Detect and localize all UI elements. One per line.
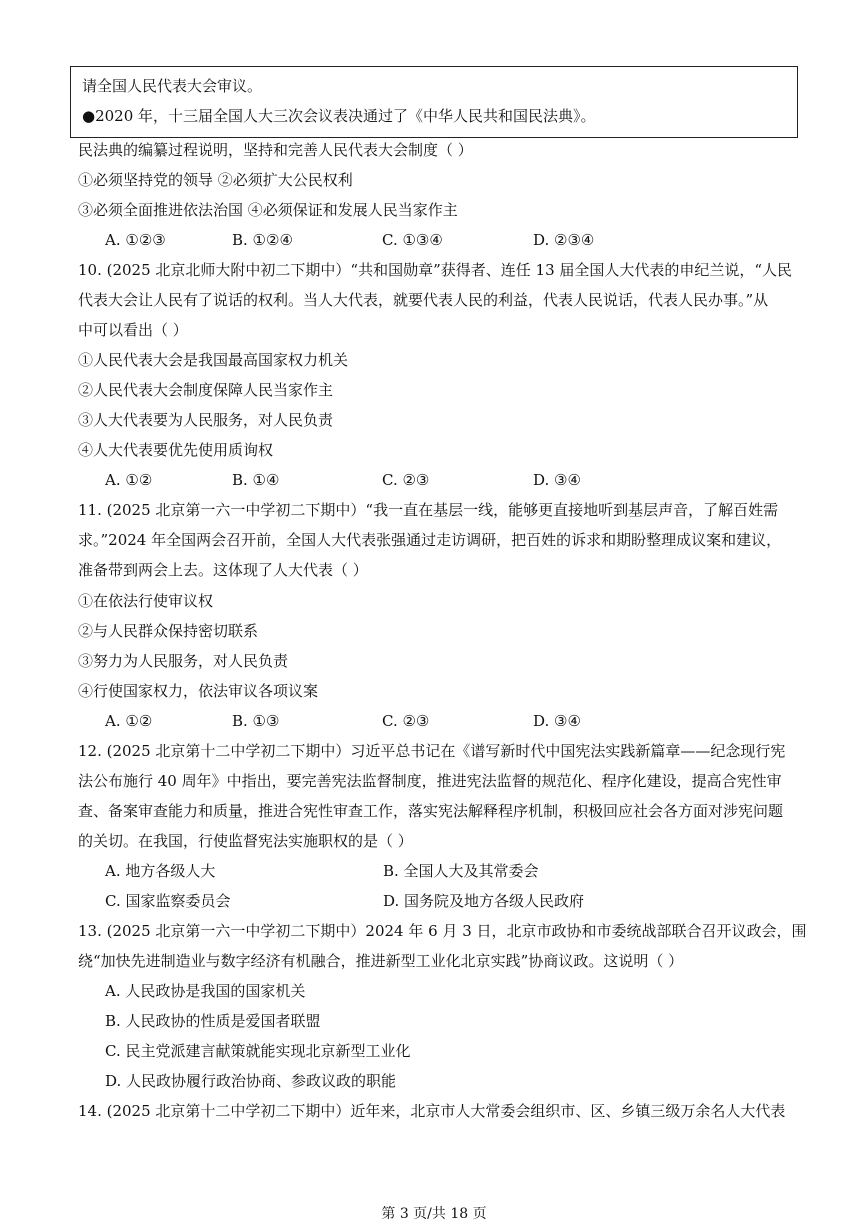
q12-option-d: D. 国务院及地方各级人民政府 xyxy=(383,892,585,910)
q13-option-a: A. 人民政协是我国的国家机关 xyxy=(105,982,306,1000)
material-box xyxy=(70,66,798,138)
q10-option-c: C. ②③ xyxy=(382,471,430,489)
q9-option-b: B. ①②④ xyxy=(232,231,293,249)
q13-option-c: C. 民主党派建言献策就能实现北京新型工业化 xyxy=(105,1042,411,1060)
q11-option-d: D. ③④ xyxy=(533,712,581,730)
q10-item-3: ③人大代表要为人民服务，对人民负责 xyxy=(78,411,334,429)
q11-item-2: ②与人民群众保持密切联系 xyxy=(78,622,259,640)
q10-item-1: ①人民代表大会是我国最高国家权力机关 xyxy=(78,351,349,369)
q11-item-4: ④行使国家权力，依法审议各项议案 xyxy=(78,682,319,700)
q9-item-2: ③必须全面推进依法治国 ④必须保证和发展人民当家作主 xyxy=(78,201,458,219)
q11-option-b: B. ①③ xyxy=(232,712,280,730)
q11-stem-2: 求。”2024 年全国两会召开前，全国人大代表张强通过走访调研，把百姓的诉求和期盼整理成议案和建议， xyxy=(78,531,782,549)
q9-option-c: C. ①③④ xyxy=(382,231,443,249)
q9-option-d: D. ②③④ xyxy=(533,231,595,249)
q11-option-a: A. ①② xyxy=(105,712,153,730)
q9-item-1: ①必须坚持党的领导 ②必须扩大公民权利 xyxy=(78,171,353,189)
q14-stem-1: 14. (2025 北京第十二中学初二下期中）近年来，北京市人大常委会组织市、区、乡镇三级万余名人大代表 xyxy=(78,1102,786,1120)
q13-option-d: D. 人民政协履行政治协商、参政议政的职能 xyxy=(105,1072,397,1090)
q13-option-b: B. 人民政协的性质是爱国者联盟 xyxy=(105,1012,321,1030)
q10-stem-1: 10. (2025 北京北师大附中初二下期中）“共和国勋章”获得者、连任 13 届全国人大代表的申纪兰说，“人民 xyxy=(78,261,793,279)
q11-item-1: ①在依法行使审议权 xyxy=(78,592,214,610)
q10-stem-2: 代表大会让人民有了说话的权利。当人大代表，就要代表人民的利益，代表人民说话，代表人民办事。”从 xyxy=(78,291,769,309)
q12-stem-3: 查、备案审查能力和质量，推进合宪性审查工作，落实宪法解释程序机制，积极回应社会各方面对涉宪问题 xyxy=(78,802,784,820)
q10-stem-3: 中可以看出（ ） xyxy=(78,321,188,339)
q9-stem: 民法典的编纂过程说明，坚持和完善人民代表大会制度（ ） xyxy=(78,141,473,159)
q10-item-2: ②人民代表大会制度保障人民当家作主 xyxy=(78,381,334,399)
q12-stem-4: 的关切。在我国，行使监督宪法实施职权的是（ ） xyxy=(78,832,413,850)
q13-stem-2: 绕“加快先进制造业与数字经济有机融合，推进新型工业化北京实践”协商议政。这说明（ ） xyxy=(78,952,684,970)
q12-option-a: A. 地方各级人大 xyxy=(105,862,216,880)
q12-stem-1: 12. (2025 北京第十二中学初二下期中）习近平总书记在《谱写新时代中国宪法实践新篇章——纪念现行宪 xyxy=(78,742,786,760)
q9-option-a: A. ①②③ xyxy=(105,231,166,249)
q11-option-c: C. ②③ xyxy=(382,712,430,730)
q12-stem-2: 法公布施行 40 周年》中指出，要完善宪法监督制度，推进宪法监督的规范化、程序化建设，提高合宪性审 xyxy=(78,772,782,790)
q10-item-4: ④人大代表要优先使用质询权 xyxy=(78,441,274,459)
material-line-1: 请全国人民代表大会审议。 xyxy=(82,77,263,95)
q11-stem-1: 11. (2025 北京第一六一中学初二下期中）“我一直在基层一线，能够更直接地听到基层声音，了解百姓需 xyxy=(78,501,779,519)
q10-option-a: A. ①② xyxy=(105,471,153,489)
q10-option-d: D. ③④ xyxy=(533,471,581,489)
q12-option-b: B. 全国人大及其常委会 xyxy=(383,862,539,880)
q11-item-3: ③努力为人民服务，对人民负责 xyxy=(78,652,289,670)
q10-option-b: B. ①④ xyxy=(232,471,280,489)
page-number: 第 3 页/共 18 页 xyxy=(381,1206,487,1222)
material-line-2: ●2020 年，十三届全国人大三次会议表决通过了《中华人民共和国民法典》。 xyxy=(82,107,596,125)
q12-option-c: C. 国家监察委员会 xyxy=(105,892,231,910)
q13-stem-1: 13. (2025 北京第一六一中学初二下期中）2024 年 6 月 3 日，北京市政协和市委统战部联合召开议政会，围 xyxy=(78,922,807,940)
q11-stem-3: 准备带到两会上去。这体现了人大代表（ ） xyxy=(78,561,368,579)
